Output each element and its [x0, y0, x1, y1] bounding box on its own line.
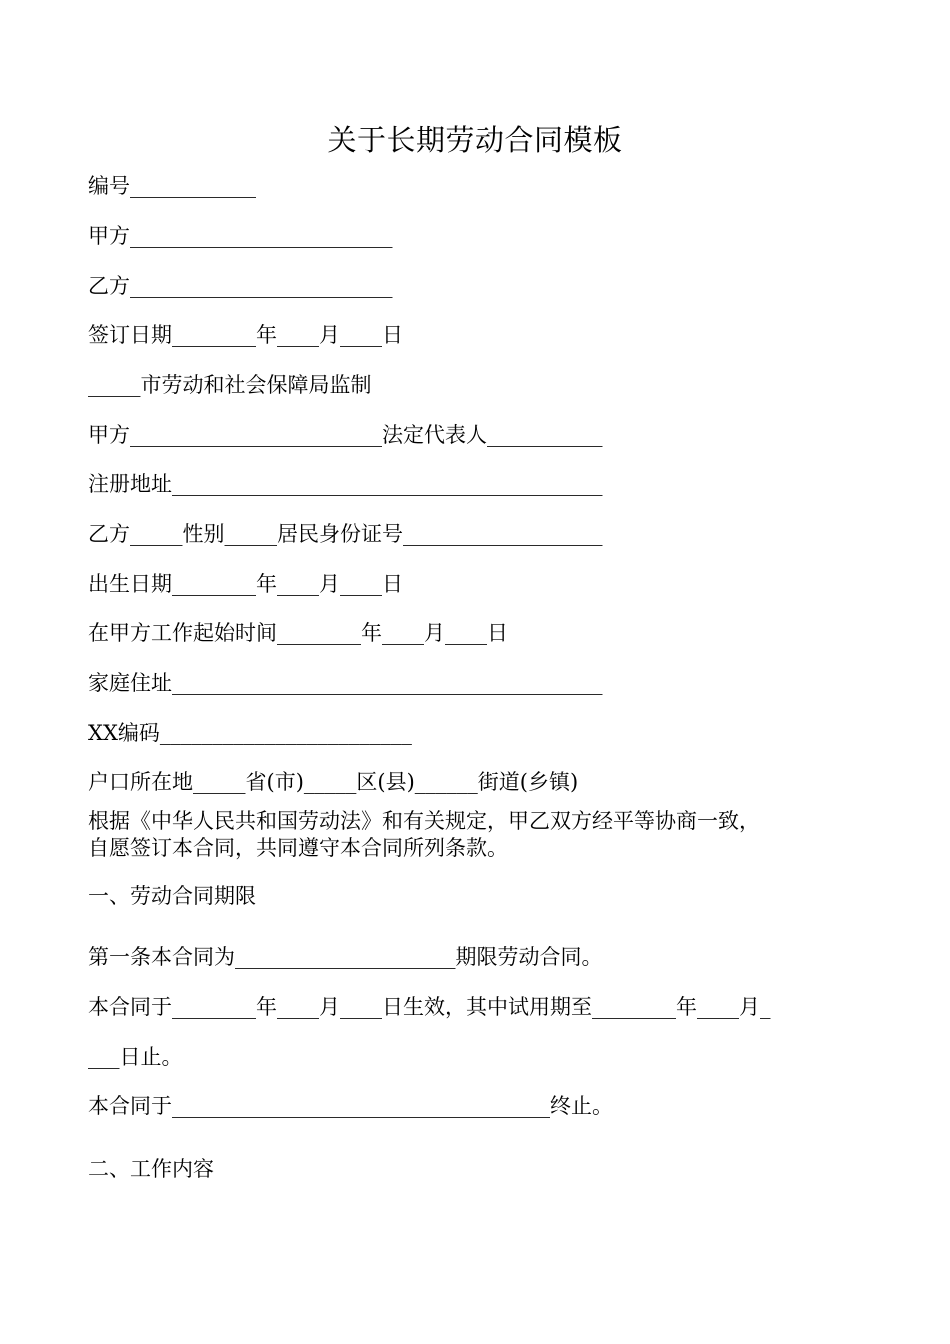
party-b-line: 乙方_________________________ [88, 274, 393, 298]
intro-line-2: 自愿签订本合同，共同遵守本合同所列条款。 [88, 836, 508, 860]
section-1-heading: 一、劳动合同期限 [88, 884, 256, 908]
party-b-info-line: 乙方_____性别_____居民身份证号___________________ [88, 522, 603, 546]
work-start-date-line: 在甲方工作起始时间________年____月____日 [88, 621, 508, 645]
section-2-heading: 二、工作内容 [88, 1157, 214, 1181]
party-a-line: 甲方_________________________ [88, 224, 393, 248]
birth-date-line: 出生日期________年____月____日 [88, 572, 403, 596]
registered-address-line: 注册地址_________________________________________ [88, 472, 603, 496]
document-title: 关于长期劳动合同模板 [327, 123, 623, 157]
sign-date-line: 签订日期________年____月____日 [88, 323, 403, 347]
contract-number-line: 编号____________ [88, 174, 256, 198]
home-address-line: 家庭住址_________________________________________ [88, 671, 603, 695]
household-registration-line: 户口所在地_____省(市)_____区(县)______街道(乡镇) [88, 770, 579, 794]
article-1-line: 第一条本合同为_____________________期限劳动合同。 [88, 945, 603, 969]
party-a-representative-line: 甲方________________________法定代表人___________ [88, 423, 603, 447]
xx-code-line: XX编码________________________ [88, 721, 412, 745]
intro-line-1: 根据《中华人民共和国劳动法》和有关规定，甲乙双方经平等协商一致， [88, 809, 760, 833]
supervision-line: _____市劳动和社会保障局监制 [88, 373, 372, 397]
effective-date-line-1: 本合同于________年____月____日生效，其中试用期至________年____月_ [88, 995, 771, 1019]
intro-paragraph [88, 808, 868, 862]
effective-date-line-2: ___日止。 [88, 1045, 183, 1069]
termination-line: 本合同于____________________________________终止。 [88, 1094, 613, 1118]
